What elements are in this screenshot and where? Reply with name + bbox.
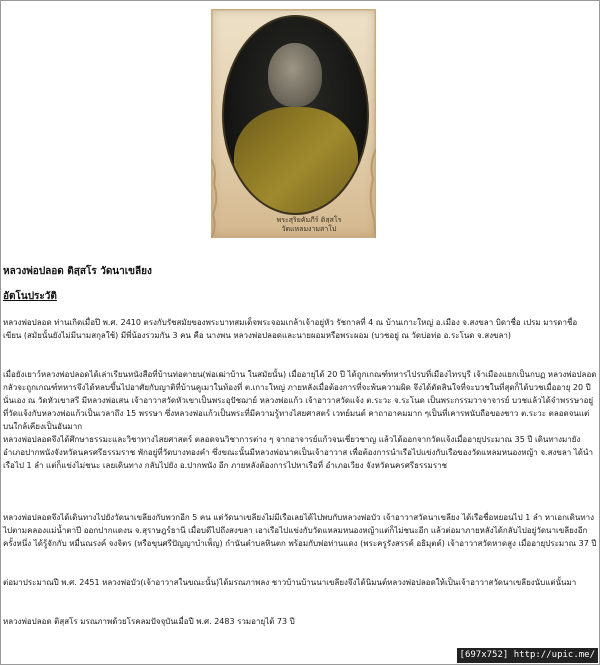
paragraph-abbot: ต่อมาประมาณปี พ.ศ. 2451 หลวงพ่อบัว(เจ้าอาวาสในขณะนั้น)ได้มรณภาพลง ชาวบ้านบ้านนาเขลียงจึงได้นิมนต์หลวงพ่อปลอดให้เป็นเจ้าอาวาสวัดนาเขลียงนับแต่นั้นมา [3,578,577,587]
portrait-photo [211,9,376,238]
article-title: หลวงพ่อปลอด ติสฺสโร วัดนาเขลียง [3,266,152,277]
photo-caption-line-2: วัดแหลมงามสาโป [281,225,337,233]
portrait-head [268,43,322,107]
photo-caption-line-1: พระสุริยคัมภีร์ ติสฺสโร [276,216,342,224]
paragraph-studies: หลวงพ่อปลอดจึงได้ศึกษาธรรมะและวิชาทางไสยศาสตร์ ตลอดจนวิชาการต่าง ๆ จากอาจารย์แก้วจนเชี่ยวชาญ แล้วได้ออกจากวัดแจ้งเมื่ออายุประมาณ 35 ปี เดินทางมายัง อำเภอปากพนังจังหวัดนครศรีธรรมราช พักอยู่ที่วัดบางทองคำ ซึ่งขณะนั้นมีหลวงพ่อนาคเป็นเจ้าอาวาส เพื่อต้องการนำเรือไปแข่งกับเรือของวัดแหลมหนองหญ้า จ.สงขลา ได้นำเรือไป 1 ลำ แต่ก็แข่งไม่ชนะ เลยเดินทาง กลับไปยัง อ.ปากพนัง อีก ภายหลังต้องการไปหาเรือที่ อำเภอเวียง จังหวัดนครศรีธรรมราช [3,435,593,470]
image-host-watermark: [697x752] http://upic.me/ [457,648,598,663]
article-subtitle: อัตโนประวัติ [3,291,57,302]
portrait-robe [234,107,358,215]
paragraph-ordination: เมื่อยังเยาว์หลวงพ่อปลอดได้เล่าเรียนหนังสือที่บ้านท่อตายน(พ่อเฒ่าบ้าน ในสมัยนั้น) เมื่ออายุได้ 20 ปี ได้ถูกเกณฑ์ทหารไปรบที่เมืองไทรบุรี เจ้าเมืองแยกเป็นกบฏ หลวงพ่อปลอด กลัวจะถูกเกณฑ์ทหารจึงได้หลบขึ้นไปอาศัยกับญาติที่บ้านคูเมาในท้องที่ ต.เกาะใหญ่ ภายหลังเมื่อต้องการที่จะพ้นความผิด จึงได้ตัดสินใจที่จะบวชในที่สุดก็ได้บวชเมื่ออายุ 20 ปีนั่นเอง ณ วัดหัวเขาสรี มีหลวงพ่อเสน เจ้าอาวาสวัดหัวเขาเป็นพระอุปัชฌาย์ หลวงพ่อแก้ว เจ้าอาวาสวัดแจ้ง ต.ระวะ จ.ระโนด เป็นพระกรรมวาจาจารย์ บวชแล้วได้จำพรรษาอยู่ที่วัดแจ้งกับหลวงพ่อแก้วเป็นเวลาถึง 15 พรรษา ซึ่งหลวงพ่อแก้วเป็นพระที่มีความรู้ทางไสยศาสตร์ เวทย์มนต์ คาถาอาคมมาก ๆเป็นที่เคารพนับถือของชาว ต.ระวะ ตลอดจนแต่บนใกล้เคียงเป็นอันมาก [3,370,597,431]
paragraph-death: หลวงพ่อปลอด ติสฺสโร มรณภาพด้วยโรคลมปัจจุบันเมื่อปี พ.ศ. 2483 รวมอายุได้ 73 ปี [3,617,295,626]
monk-portrait-oval [222,15,369,215]
photo-caption [269,216,349,234]
paragraph-journey: หลวงพ่อปลอดจึงได้เดินทางไปยังวัดนาเขลียงกับพวกอีก 5 คน แต่วัดนาเขลียงไม่มีเรือเลยได้ไปพบกับหลวงพ่อบัว เจ้าอาวาสวัดนาเขลียง ได้เรือชื่อหยอนไป 1 ลำ หาเอกเดินทางไปตามคลองแม่น้ำตาปี ออกปากแดงน จ.สุราษฎร์ธานี เมื่อบดีไปถึงสงขลา เอาเรือไปแข่งกับวัดแหลมหนองหญ้าแต่ก็ไม่ชนะอีก แล้วต่อมาภายหลังได้กลับไปอยู่วัดนาเขลียงอีกครั้งหนึ่ง ได้รู้จักกับ หมื่นณรงค์ จงจิตร (หรือขุนศรีปัญญาบำเพ็ญ) กำนันตำบลหินตก พร้อมกับพ่อท่านแดง (พระครูรังสรรค์ อธิมุตต์) เจ้าอาวาสวัดหาดสูง เมื่ออายุประมาณ 37 ปี [3,513,597,548]
paragraph-birth: หลวงพ่อปลอด ท่านเกิดเมื่อปี พ.ศ. 2410 ตรงกับรัชสมัยของพระบาทสมเด็จพระจอมเกล้าเจ้าอยู่หัว รัชกาลที่ 4 ณ บ้านเกาะใหญ่ อ.เมือง จ.สงขลา บิดาชื่อ เปรม มารดาชื่อ เขียน (สมัยนั้นยังไม่มีนามสกุลใช้) มีพี่น้องรวมกัน 3 คน คือ นางพน หลวงพ่อปลอดและนายผอมหรือพระผอม (บวชอยู่ ณ วัดบ่อท่อ อ.ระโนด จ.สงขลา) [3,318,578,340]
